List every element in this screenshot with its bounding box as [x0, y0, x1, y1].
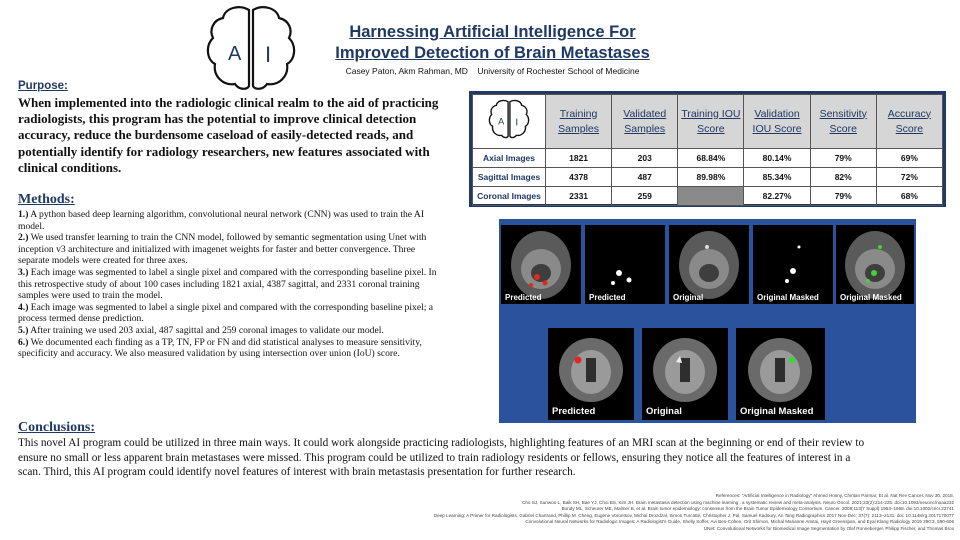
brain-outline-icon — [205, 4, 297, 92]
image-label: Original Masked — [840, 293, 902, 302]
column-header: Sensitivity Score — [810, 95, 876, 149]
method-step: 5.) After training we used 203 axial, 487 sagittal and 259 coronal images to validate our model. — [18, 324, 384, 336]
table-cell: 69% — [876, 149, 942, 168]
reference-line: UNet: Convolutional Networks for Biomedical Image Segmentation by Olaf Ronneberger, Philipp Fischer, and Thomas Brox — [703, 525, 954, 531]
table-cell: 487 — [612, 168, 678, 187]
image-label: Predicted — [589, 293, 626, 302]
conclusions-heading: Conclusions: — [18, 420, 96, 435]
purpose-body: When implemented into the radiologic clinical realm to the aid of practicing radiologists, this program has the potential to improve clinical detection accuracy, reduce the burdensome caseload of easily-detected reads, and potentially identify for radiology researchers, new features associated with clinical conditions. — [18, 95, 439, 175]
conclusions-body: This novel AI program could be utilized in three main ways. It could work alongside practicing radiologists, highlighting features of an MRI scan at the beginning or end of their review to ensure no small or less apparent brain metastases were missed. This program could be utilized to train radiology residents or fellows, ensuring they notice all the features of interest in a scan. Third, this AI program could identify novel features of interest with brain metastasis presentation for further research. — [18, 437, 865, 479]
method-step: 4.) Each image was segmented to label a single pixel and compared with the corresponding baseline pixel; a process termed dense prediction. — [18, 301, 434, 325]
column-header: Accuracy Score — [876, 95, 942, 149]
reference-line: Bondy ML, Scheurer ME, Malmer B, et al. Brain tumor epidemiology: consensus from the Brain Tumor Epidemiology Consortium. Cancer. 2008;113(7 Suppl):1953–1968. doi:10.1002/cncr.23741 — [561, 506, 954, 511]
row-header: Coronal Images — [473, 187, 546, 206]
table-logo-cell — [473, 95, 546, 149]
reference-line: References: "Artificial Intelligence in Radiology" Ahmed Hosny, Chintan Parmar, Et al. Nat Rev Cancer. Nov 30, 2018. — [715, 493, 954, 498]
table-cell: 85.34% — [744, 168, 810, 187]
method-step: 2.) We used transfer learning to train the CNN model, followed by semantic segmentation using Unet with inception v3 architecture and initialized with imagenet weights for faster and better convergence. Three separate models were created for three axes. — [18, 232, 427, 267]
brain-ai-logo — [205, 4, 297, 92]
row-header: Sagittal Images — [473, 168, 546, 187]
mri-axial-predicted-overlay — [501, 225, 581, 304]
column-header: Training Samples — [546, 95, 612, 149]
mri-image-panel — [499, 219, 916, 423]
brain-ai-mini-icon — [487, 99, 531, 139]
mri-axial-predicted-mask — [585, 225, 665, 304]
image-label: Predicted — [552, 406, 596, 417]
method-step: 1.) A python based deep learning algorithm, convolutional neural network (CNN) was used to train the AI model. — [18, 209, 425, 232]
table-row — [473, 187, 943, 206]
svg-text:I: I — [515, 117, 519, 129]
reference-line: Convolutional Neural Networks for Radiologic Images: A Radiologist's Guide, Shelly Soffer, Avi Ben-Cohen, Orit Shimon, Michal Marianne Amitai, Hayit Greenspan, and Eyal Klang Radiology 2019 290:3, 590-606 — [525, 519, 954, 524]
table-cell: 4378 — [546, 168, 612, 187]
poster-title — [300, 22, 685, 64]
column-header: Validation IOU Score — [744, 95, 810, 149]
method-step: 3.) Each image was segmented to label a single pixel and compared with the corresponding baseline pixel. In this retrospective study of about 100 cases including 1821 axial, 4387 sagittal, and 2331 coronal training samples were used to train the model. — [18, 266, 437, 302]
table-cell: 68.84% — [678, 149, 744, 168]
table-cell: 79% — [810, 187, 876, 206]
table-cell: 80.14% — [744, 149, 810, 168]
reference-line: Deep Learning: A Primer for Radiologists. Gabriel Chartrand, Phillip M. Cheng, Eugene Vorontsov, Michal Drozdzal, Simon Turcotte, Christopher J. Pal, Samuel Kadoury, An Tang Radiographics 2017 Nov-Dec; 37(7): 2113–2131. doi: 10.1148/rg.2017170077 — [433, 512, 954, 518]
logo-letter-i: I — [265, 42, 272, 67]
mri-axial-original — [669, 225, 749, 304]
logo-letter-a: A — [228, 43, 242, 65]
column-header: Validated Samples — [612, 95, 678, 149]
image-label: Original Masked — [757, 293, 819, 302]
mri-axial-original-mask — [753, 225, 833, 304]
table-row — [473, 168, 943, 187]
table-cell-empty — [678, 187, 744, 206]
reference-line: Cho SJ, Sunwoo L, Baik SH, Bae YJ, Choi BS, Kim JH. Brain metastasis detection using machine learning : a systematic review and meta-analysis. Neuro Oncol. 2021;23(2):214-225. doi:10.1093/neuonc/noaa232 — [522, 499, 954, 505]
table-cell: 72% — [876, 168, 942, 187]
table-cell: 82.27% — [744, 187, 810, 206]
table-cell: 1821 — [546, 149, 612, 168]
title-line-1: Harnessing Artificial Intelligence For — [349, 23, 636, 41]
purpose-heading: Purpose: — [18, 80, 68, 92]
table-row — [473, 149, 943, 168]
table-cell: 82% — [810, 168, 876, 187]
methods-body — [18, 209, 448, 360]
table-cell: 68% — [876, 187, 942, 206]
authors: Casey Paton, Akm Rahman, MD University of Rochester School of Medicine — [345, 66, 640, 76]
table-header-row — [473, 95, 943, 149]
mri-axial-original-masked-overlay — [836, 225, 914, 304]
column-header: Training IOU Score — [678, 95, 744, 149]
image-label: Predicted — [505, 293, 542, 302]
references — [314, 493, 954, 532]
mri-coronal-predicted — [548, 328, 634, 420]
method-step: 6.) We documented each finding as a TP, TN, FP or FN and did statistical analyses to measure sensitivity, specificity and accuracy. We also measured validation by using intersection over union (IoU) score. — [18, 336, 422, 360]
table-cell: 2331 — [546, 187, 612, 206]
image-label: Original Masked — [740, 406, 814, 417]
table-cell: 203 — [612, 149, 678, 168]
table-cell: 259 — [612, 187, 678, 206]
title-line-2: Improved Detection of Brain Metastases — [335, 44, 650, 62]
table-cell: 89.98% — [678, 168, 744, 187]
image-label: Original — [673, 293, 704, 302]
mri-coronal-original-masked — [736, 328, 825, 420]
image-label: Original — [646, 406, 682, 417]
table-cell: 79% — [810, 149, 876, 168]
methods-heading: Methods: — [18, 192, 75, 207]
results-table — [469, 91, 946, 207]
svg-text:A: A — [498, 116, 505, 127]
mri-coronal-original — [642, 328, 728, 420]
row-header: Axial Images — [473, 149, 546, 168]
